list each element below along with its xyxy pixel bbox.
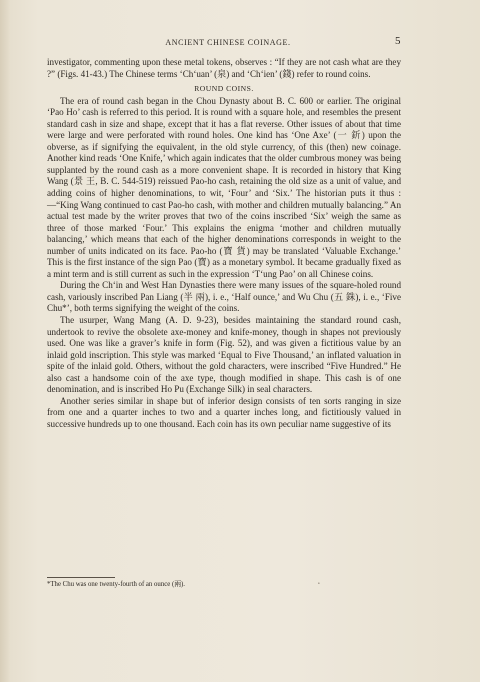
page-number: 5 bbox=[395, 35, 401, 47]
footnote-rule bbox=[47, 577, 115, 578]
intro-paragraph: investigator, commenting upon these metal tokens, observes : “If they are not cash what are they ?” (Figs. 41-43.) The Chinese terms ‘Ch‘uan’ (泉) and ‘Ch‘ien’ (錢) refer to round coins. bbox=[47, 57, 401, 79]
stray-mark: • bbox=[318, 582, 320, 587]
paragraph-another-series: Another series similar in shape but of inferior design consists of ten sorts ranging in size from one and a quarter inches to two and a quarter inches long, and fictitiously valued in successive hundreds up to one thousand. Each coin has its own peculiar name suggestive of its bbox=[47, 395, 401, 429]
binding-shadow bbox=[0, 0, 10, 682]
paragraph-chin-han: During the Ch‘in and West Han Dynasties there were many issues of the square-holed round cash, variously inscribed Pan Liang (半 兩), i. e., ‘Half ounce,’ and Wu Chu (五 銖), i. e., ‘Five Chu*’, both terms signifying the weight of the coins. bbox=[47, 280, 401, 314]
paragraph-wang-mang: The usurper, Wang Mang (A. D. 9-23), besides maintaining the standard round cash, undertook to revive the obsolete axe-money and knife-money, though in shapes not previously used. One was like a graver’s knife in form (Fig. 52), and was given a fictitious value by an inlaid gold inscription. This style was marked ‘Equal to Five Thousand,’ an inflated valuation in spite of the inlaid gold. Others, without the gold characters, were inscribed “Five Hundred.” He also cast a handsome coin of the axe type, though modified in shape. This cash is of one denomination, and is inscribed Ho Pu (Exchange Silk) in seal characters. bbox=[47, 315, 401, 395]
section-heading: ROUND COINS. bbox=[194, 84, 254, 94]
paragraph-round-coins: The era of round cash began in the Chou Dynasty about B. C. 600 or earlier. The original ‘Pao Ho’ cash is referred to this period. It is round with a square hole, and resembles the present standard cash in size and shape, except that it has a flat reverse. Other issues of about that time were large and were perforated with round holes. One kind has ‘One Axe’ (一 釿) upon the obverse, as if signifying the equivalent, in the old style currency, of this (then) new coinage. Another kind reads ‘One Knife,’ which again indicates that the older cumbrous money was being supplanted by the round cash as a more convenient shape. It is recorded in history that King Wang (景 王, B. C. 544-519) reissued Pao-ho cash, retaining the old size as a unit of value, and adding coins of higher denominations, to wit, ‘Four’ and ‘Six.’ The historian puts it thus :—“King Wang continued to cast Pao-ho cash, with mother and children mutually balancing.” An actual test made by the writer proves that two of the coins inscribed ‘Six’ weigh the same as three of those marked ‘Four.’ This explains the enigma ‘mother and children mutually balancing,’ which means that each of the higher denominations corresponds in weight to the number of units indicated on its face. Pao-ho (寶 貨) may be translated ‘Valuable Exchange.’ This is the first instance of the sign Pao (寶) as a monetary symbol. It became gradually fixed as a mint term and is still current as such in the expression ‘T‘ung Pao’ on all Chinese coins. bbox=[47, 95, 401, 279]
running-head: ANCIENT CHINESE COINAGE. bbox=[165, 38, 291, 47]
footnote: *The Chu was one twenty-fourth of an ounce (兩). bbox=[47, 581, 185, 588]
body-text bbox=[47, 57, 401, 431]
